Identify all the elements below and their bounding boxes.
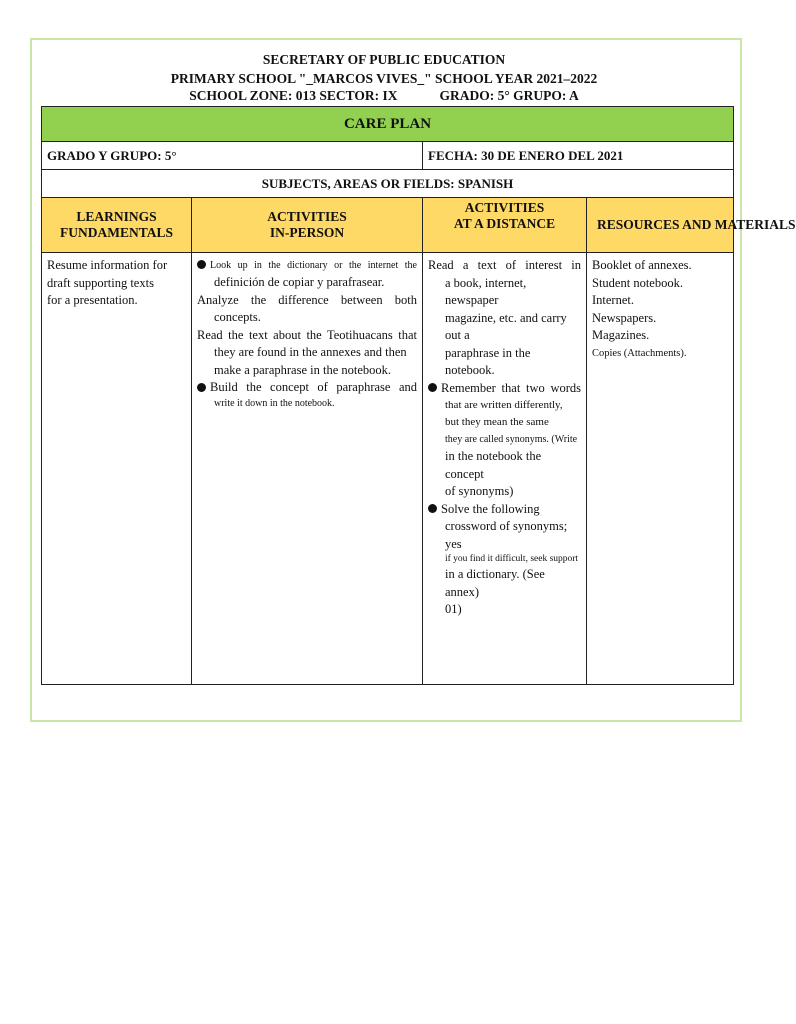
bullet-icon — [197, 383, 206, 392]
distance-line: a book, internet, newspaper — [445, 275, 527, 307]
distance-line: 01) — [445, 602, 462, 616]
distance-line: crossword of synonyms; yes — [445, 519, 568, 551]
ministry-title: SECRETARY OF PUBLIC EDUCATION — [262, 52, 506, 67]
learning-line: Resume information for — [47, 258, 168, 272]
resource-item: Internet. — [592, 293, 634, 307]
resource-item: Copies (Attachments). — [592, 347, 687, 359]
resource-item: Student notebook. — [592, 275, 683, 290]
header-distance-l2: AT A DISTANCE — [453, 216, 556, 231]
care-plan-table — [41, 106, 796, 685]
activity-line — [197, 257, 417, 274]
zone-line — [0, 88, 768, 104]
school-zone: SCHOOL ZONE: 013 SECTOR: IX — [189, 88, 398, 103]
activity-line: concepts. — [214, 310, 261, 324]
header-distance — [423, 198, 587, 253]
learning-line: draft supporting texts — [47, 275, 154, 290]
distance-line: they are called synonyms. (Write — [445, 434, 578, 445]
distance-line — [428, 501, 581, 519]
header-learnings — [42, 198, 192, 253]
distance-line: if you find it difficult, seek support — [445, 554, 579, 564]
distance-line: but they mean the same — [445, 416, 549, 428]
activity-line — [197, 379, 417, 397]
header-in-person-l2: IN-PERSON — [269, 225, 345, 240]
activity-line: definición de copiar y parafrasear. — [214, 275, 385, 289]
distance-text: Remember that two words — [441, 380, 581, 395]
activity-text: Build the concept of paraphrase and — [210, 380, 417, 394]
distance-cell — [423, 253, 587, 685]
resource-item: Magazines. — [592, 328, 650, 342]
activity-line: Analyze the difference between both — [197, 292, 417, 307]
bullet-icon — [428, 383, 437, 392]
distance-line: in a dictionary. (See annex) — [445, 567, 545, 599]
activity-line: Read the text about the Teotihuacans that — [197, 327, 417, 342]
subjects-cell: SUBJECTS, AREAS OR FIELDS: SPANISH — [42, 170, 734, 198]
distance-line — [428, 380, 581, 398]
distance-line: in the notebook the concept — [445, 449, 542, 481]
learnings-cell — [42, 253, 192, 685]
header-distance-l1: ACTIVITIES — [464, 200, 545, 215]
resource-item: Booklet of annexes. — [592, 258, 692, 272]
header-in-person-l1: ACTIVITIES — [267, 209, 347, 224]
grade-group-cell: GRADO Y GRUPO: 5° — [42, 142, 423, 170]
header-learnings-l1: LEARNINGS — [76, 209, 157, 224]
distance-line: paraphrase in the notebook. — [445, 345, 531, 377]
bullet-icon — [197, 260, 206, 269]
distance-line: Read a text of interest in — [428, 258, 581, 272]
resources-cell — [587, 253, 734, 685]
in-person-cell — [192, 253, 423, 685]
grade-group-header: GRADO: 5° GRUPO: A — [439, 88, 579, 103]
care-plan-title: CARE PLAN — [42, 107, 734, 142]
header-learnings-l2: FUNDAMENTALS — [59, 225, 173, 240]
header-in-person — [192, 198, 423, 253]
header-resources: RESOURCES AND MATERIALS — [587, 198, 734, 253]
distance-line: magazine, etc. and carry out a — [445, 310, 567, 342]
distance-text: Solve the following — [441, 501, 540, 516]
distance-line: of synonyms) — [445, 484, 514, 498]
activity-line: make a paraphrase in the notebook. — [214, 362, 392, 377]
activity-text: Look up in the dictionary or the internet the — [210, 260, 417, 271]
learning-line: for a presentation. — [47, 293, 138, 307]
date-cell: FECHA: 30 DE ENERO DEL 2021 — [423, 142, 734, 170]
resource-item: Newspapers. — [592, 310, 657, 325]
distance-line: that are written differently, — [445, 399, 563, 411]
activity-line: write it down in the notebook. — [214, 397, 335, 409]
school-title: PRIMARY SCHOOL "_MARCOS VIVES_" SCHOOL YEAR 2021–2022 — [170, 71, 598, 86]
bullet-icon — [428, 504, 437, 513]
activity-line: they are found in the annexes and then — [214, 345, 407, 359]
